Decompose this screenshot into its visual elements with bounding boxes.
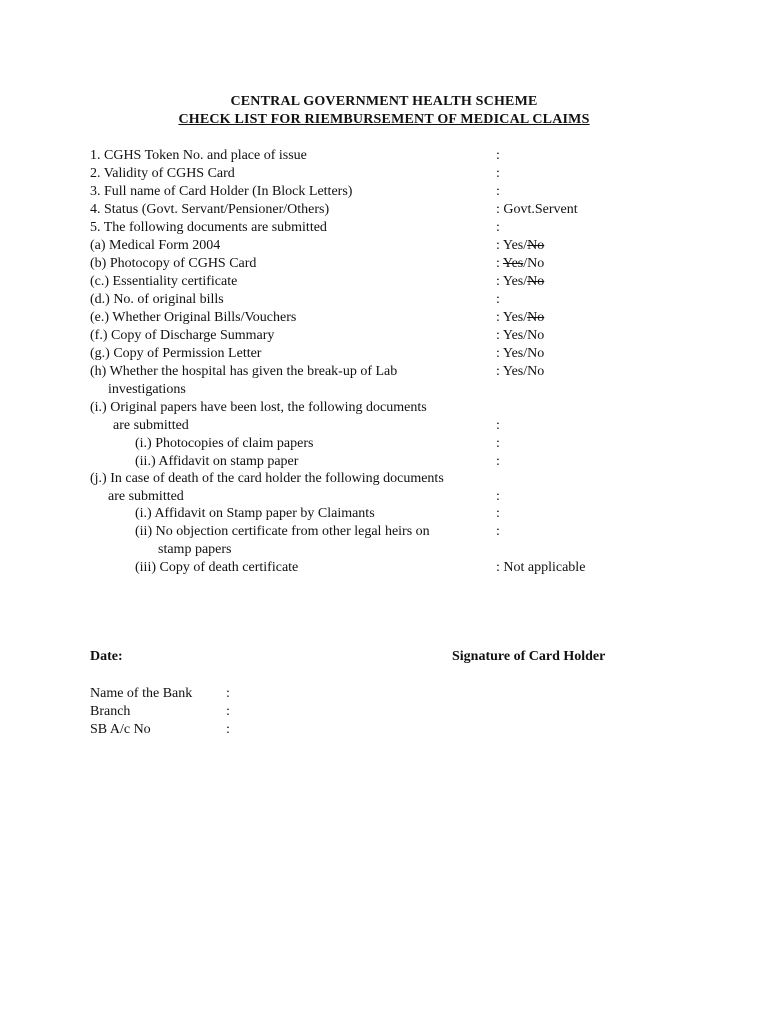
- row-value: :: [496, 436, 500, 451]
- row-label: (ii) No objection certificate from other legal heirs on: [135, 524, 430, 539]
- row-value: :: [496, 506, 500, 521]
- checklist-row-affidavit: [0, 453, 768, 471]
- row-label: (g.) Copy of Permission Letter: [90, 346, 262, 361]
- branch-colon: :: [226, 704, 230, 719]
- row-label: investigations: [108, 382, 186, 397]
- branch-row: [0, 703, 768, 721]
- row-label: stamp papers: [158, 542, 232, 557]
- checklist-row-discharge: [0, 327, 768, 345]
- checklist-row-medical-form: [0, 237, 768, 255]
- checklist-row-lab-breakup-cont: [0, 381, 768, 399]
- row-label: 1. CGHS Token No. and place of issue: [90, 148, 307, 163]
- row-label: are submitted: [108, 489, 184, 504]
- row-label: (j.) In case of death of the card holder the following documents: [90, 471, 444, 486]
- row-value: : Yes/No: [496, 256, 545, 271]
- signature-label: Signature of Card Holder: [452, 649, 606, 664]
- row-value: :: [496, 454, 500, 469]
- status-value: Govt.Servent: [503, 202, 578, 217]
- checklist-row-photocopies: [0, 435, 768, 453]
- bank-name-colon: :: [226, 686, 230, 701]
- row-label: (i.) Affidavit on Stamp paper by Claimants: [135, 506, 375, 521]
- row-value: : Yes/No: [496, 328, 545, 343]
- bank-name-row: [0, 685, 768, 703]
- checklist-row-lab-breakup: [0, 363, 768, 381]
- bank-name-label: Name of the Bank: [90, 686, 193, 701]
- row-value: : Govt.Servent: [496, 202, 578, 217]
- checklist-row-original-bills: [0, 291, 768, 309]
- row-label: (iii) Copy of death certificate: [135, 560, 299, 575]
- row-label: 3. Full name of Card Holder (In Block Letters): [90, 184, 353, 199]
- checklist-row-papers-lost: [0, 399, 768, 417]
- checklist-row-full-name: [0, 183, 768, 201]
- row-label: (a) Medical Form 2004: [90, 238, 221, 253]
- checklist-row-noc-cont: [0, 541, 768, 559]
- row-value: :: [496, 148, 500, 163]
- row-label: are submitted: [113, 418, 189, 433]
- row-label: (ii.) Affidavit on stamp paper: [135, 454, 299, 469]
- checklist-row-permission: [0, 345, 768, 363]
- row-value: : Yes/No: [496, 310, 545, 325]
- row-value: : Not applicable: [496, 560, 586, 575]
- death-certificate-value: Not applicable: [503, 560, 586, 575]
- checklist-row-papers-lost-cont: [0, 417, 768, 435]
- row-label: (b) Photocopy of CGHS Card: [90, 256, 257, 271]
- account-label: SB A/c No: [90, 722, 151, 737]
- row-value: :: [496, 184, 500, 199]
- checklist-row-noc: [0, 523, 768, 541]
- row-label: (c.) Essentiality certificate: [90, 274, 238, 289]
- document-title: CENTRAL GOVERNMENT HEALTH SCHEME: [230, 94, 538, 109]
- row-value: :: [496, 524, 500, 539]
- checklist-row-token: [0, 147, 768, 165]
- row-value: : Yes/No: [496, 274, 545, 289]
- row-label: (d.) No. of original bills: [90, 292, 224, 307]
- row-value: : Yes/No: [496, 238, 545, 253]
- checklist-row-documents: [0, 219, 768, 237]
- row-value: :: [496, 220, 500, 235]
- checklist-row-essentiality: [0, 273, 768, 291]
- checklist-row-vouchers: [0, 309, 768, 327]
- checklist-row-claimant-affidavit: [0, 505, 768, 523]
- row-label: 5. The following documents are submitted: [90, 220, 327, 235]
- row-label: (h) Whether the hospital has given the break-up of Lab: [90, 364, 398, 379]
- checklist-row-validity: [0, 165, 768, 183]
- document-subtitle: CHECK LIST FOR RIEMBURSEMENT OF MEDICAL CLAIMS: [178, 112, 590, 127]
- row-label: (i.) Original papers have been lost, the following documents: [90, 400, 427, 415]
- row-label: (i.) Photocopies of claim papers: [135, 436, 314, 451]
- row-value: :: [496, 418, 500, 433]
- checklist-row-status: [0, 201, 768, 219]
- account-row: [0, 721, 768, 739]
- row-label: 2. Validity of CGHS Card: [90, 166, 235, 181]
- checklist-row-death-case-cont: [0, 488, 768, 506]
- row-value: : Yes/No: [496, 364, 545, 379]
- row-value: :: [496, 166, 500, 181]
- checklist-row-photocopy-card: [0, 255, 768, 273]
- account-colon: :: [226, 722, 230, 737]
- branch-label: Branch: [90, 704, 131, 719]
- row-value: :: [496, 292, 500, 307]
- checklist-row-death-case: [0, 470, 768, 488]
- checklist-row-death-certificate: [0, 559, 768, 577]
- row-value: : Yes/No: [496, 346, 545, 361]
- row-label: (f.) Copy of Discharge Summary: [90, 328, 275, 343]
- row-label: 4. Status (Govt. Servant/Pensioner/Others): [90, 202, 330, 217]
- row-label: (e.) Whether Original Bills/Vouchers: [90, 310, 297, 325]
- date-label: Date:: [90, 649, 123, 664]
- row-value: :: [496, 489, 500, 504]
